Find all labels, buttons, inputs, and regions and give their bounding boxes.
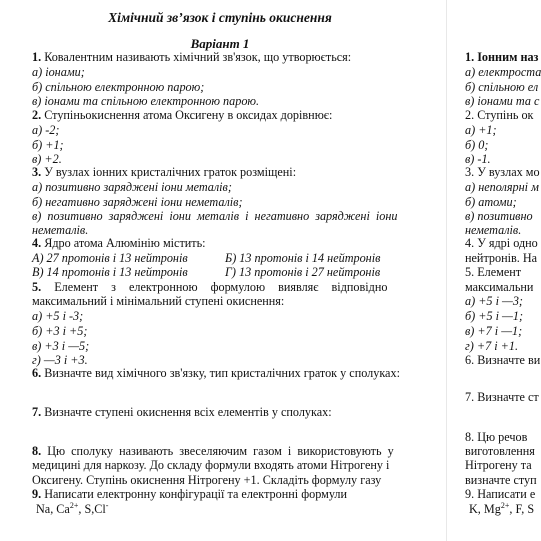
answer-option: а) +5 і —3; xyxy=(465,294,523,308)
question-number: 1. xyxy=(32,50,42,64)
worksheet-title: Хімічний зв’язок і ступінь окиснення xyxy=(108,10,332,25)
answer-option-continued: неметалів. xyxy=(465,223,522,237)
question-7: 7. Визначте ст xyxy=(465,390,539,404)
question-8-continued: Нітрогену та xyxy=(465,458,532,472)
question-text: Елемент з електронною формулою виявляє відповідно xyxy=(41,280,388,294)
question-8-continued: медицині для наркозу. До складу формули входять атоми Нітрогену і xyxy=(32,458,390,472)
formula-text: , F, S xyxy=(509,502,535,516)
question-6: 6. Визначте ви xyxy=(465,353,541,367)
answer-option: а) позитивно заряджені іони металів; xyxy=(32,180,232,194)
formula-list xyxy=(469,502,534,516)
answer-option: а) -2; xyxy=(32,123,60,137)
question-number: 3. xyxy=(32,165,42,179)
charge-superscript: 2+ xyxy=(500,500,510,510)
formula-text: Na, Ca xyxy=(36,502,70,516)
formula-text: , S,Cl xyxy=(78,502,106,516)
question-4-continued: нейтронів. На xyxy=(465,251,538,265)
question-6 xyxy=(32,366,400,380)
question-1 xyxy=(32,50,351,64)
question-text: Визначте ступені окиснення всіх елементів у сполуках: xyxy=(41,405,332,419)
answer-option: Г) 13 протонів і 27 нейтронів xyxy=(225,265,381,279)
question-5-continued: максимальний і мінімальний ступені окиснення: xyxy=(32,294,285,308)
answer-option: в) іонами та спільною електронною парою. xyxy=(32,94,260,108)
answer-option: б) атоми; xyxy=(465,195,517,209)
answer-option: в) іонами та с xyxy=(465,94,540,108)
answer-option: б) +5 і —1; xyxy=(465,309,524,323)
answer-option: в) +7 і —1; xyxy=(465,324,523,338)
answer-option: б) спільною електронною парою; xyxy=(32,80,205,94)
answer-option: в) позитивно xyxy=(465,209,533,223)
question-8: 8. Цю речов xyxy=(465,430,528,444)
answer-option: Б) 13 протонів і 14 нейтронів xyxy=(225,251,381,265)
question-2 xyxy=(32,108,332,122)
answer-option: б) +1; xyxy=(32,138,64,152)
answer-option: в) позитивно заряджені іони металів і негативно заряджені іони xyxy=(32,209,398,223)
answer-option: а) неполярні м xyxy=(465,180,539,194)
answer-option: б) спільною ел xyxy=(465,80,539,94)
answer-option: а) +5 і -3; xyxy=(32,309,84,323)
answer-option: А) 27 протонів і 13 нейтронів xyxy=(32,251,188,265)
question-9 xyxy=(32,487,347,501)
question-number: 9. xyxy=(32,487,42,501)
question-9: 9. Написати е xyxy=(465,487,536,501)
question-3 xyxy=(32,165,296,179)
question-7 xyxy=(32,405,332,419)
page-fold-divider xyxy=(446,0,447,541)
question-text: Цю сполуку називають звеселяючим газом і використовують у xyxy=(41,444,394,458)
answer-option: в) +3 і —5; xyxy=(32,339,90,353)
question-number: 5. xyxy=(32,280,42,294)
variant-heading: Варіант 1 xyxy=(190,36,250,51)
answer-option: г) —3 і +3. xyxy=(32,353,88,367)
question-3: 3. У вузлах мо xyxy=(465,165,540,179)
question-8-continued: визначте ступ xyxy=(465,473,537,487)
answer-option: б) 0; xyxy=(465,138,489,152)
question-8-continued: Оксигену. Ступінь окиснення Нітрогену +1. Складіть формулу газу xyxy=(32,473,382,487)
question-4: 4. У ядрі одно xyxy=(465,236,538,250)
question-text: Написати електронну конфігурації та електронні формули xyxy=(41,487,347,501)
answer-option: а) іонами; xyxy=(32,65,85,79)
answer-option-continued: неметалів. xyxy=(32,223,89,237)
charge-superscript: - xyxy=(105,500,109,510)
answer-option: б) +3 і +5; xyxy=(32,324,88,338)
answer-option: а) +1; xyxy=(465,123,497,137)
charge-superscript: 2+ xyxy=(69,500,79,510)
question-number: 6. xyxy=(32,366,42,380)
question-number: 2. xyxy=(32,108,42,122)
answer-option: г) +7 і +1. xyxy=(465,339,519,353)
question-number: 4. xyxy=(32,236,42,250)
question-1 xyxy=(465,50,538,64)
question-number: 7. xyxy=(32,405,42,419)
formula-text: K, Mg xyxy=(469,502,501,516)
question-5-continued: максимальни xyxy=(465,280,534,294)
question-5: 5. Елемент xyxy=(465,265,522,279)
variant-2-column-cropped xyxy=(465,0,541,541)
answer-option: б) негативно заряджені іони неметалів; xyxy=(32,195,243,209)
answer-option: в) +2. xyxy=(32,152,62,166)
question-text: Ядро атома Алюмінію містить: xyxy=(41,236,206,250)
question-number: 8. xyxy=(32,444,42,458)
question-text: 1. Іонним наз xyxy=(465,50,539,64)
question-text: У вузлах іонних кристалічних граток розміщені: xyxy=(41,165,297,179)
answer-option: а) електроста xyxy=(465,65,541,79)
question-8-continued: виготовлення xyxy=(465,444,535,458)
answer-option: в) -1. xyxy=(465,152,491,166)
question-2: 2. Ступінь ок xyxy=(465,108,534,122)
answer-option: В) 14 протонів і 13 нейтронів xyxy=(32,265,188,279)
question-5 xyxy=(32,280,387,294)
question-4 xyxy=(32,236,206,250)
question-8 xyxy=(32,444,394,458)
question-text: Ступіньокиснення атома Оксигену в оксидах дорівнює: xyxy=(41,108,333,122)
question-text: Ковалентним називають хімічний зв'язок, що утворюється: xyxy=(41,50,352,64)
formula-list xyxy=(36,502,108,516)
question-text: Визначте вид хімічного зв'язку, тип кристалічних граток у сполуках: xyxy=(41,366,400,380)
